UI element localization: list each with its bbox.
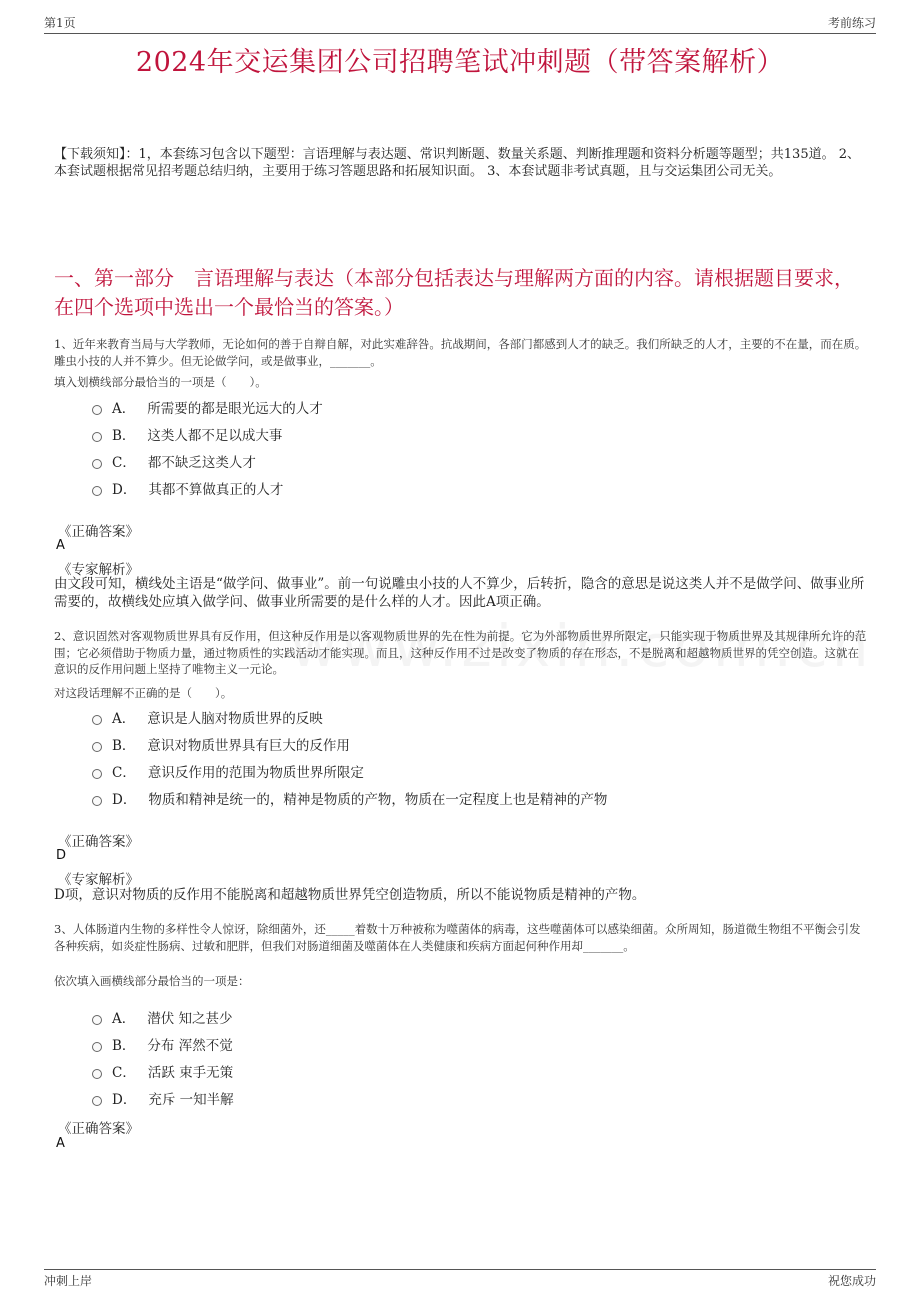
answer-label: 《正确答案》 xyxy=(58,524,139,540)
radio-icon[interactable] xyxy=(92,742,102,752)
question-3-stem: 3、人体肠道内生物的多样性令人惊讶，除细菌外，还_____着数十万种被称为噬菌体的病毒，这些噬菌体可以感染细菌。众所周知，肠道微生物组不平衡会引发各种疾病，如炎症性肠病、过敏和肥胖，但我们对肠道细菌及噬菌体在人类健康和疾病方面起何种作用却_______。 xyxy=(54,922,861,953)
question-2-option-a[interactable]: A． 意识是人脑对物质世界的反映 xyxy=(92,707,323,727)
question-2-answer: D xyxy=(56,848,67,863)
download-notice: 【下载须知】：1，本套练习包含以下题型：言语理解与表达题、常识判断题、数量关系题、判断推理题和资料分析题等题型；共135道。 2、本套试题根据常见招考题总结归纳，主要用于练习答题思路和拓展知识面。 3、本套试题非考试真题，且与交运集团公司无关。 xyxy=(54,147,860,179)
footer-left: 冲刺上岸 xyxy=(44,1274,93,1288)
explanation-label: 《专家解析》 xyxy=(58,562,139,578)
page-number: 第1页 xyxy=(44,16,76,30)
radio-icon[interactable] xyxy=(92,715,102,725)
question-2-option-c[interactable]: C． 意识反作用的范围为物质世界所限定 xyxy=(92,761,364,781)
radio-icon[interactable] xyxy=(92,769,102,779)
radio-icon[interactable] xyxy=(92,486,102,496)
question-3-option-b[interactable]: B． 分布 浑然不觉 xyxy=(92,1034,233,1054)
question-2-explanation: D项，意识对物质的反作用不能脱离和超越物质世界凭空创造物质，所以不能说物质是精神的产物。 xyxy=(54,887,646,903)
radio-icon[interactable] xyxy=(92,432,102,442)
explanation-label: 《专家解析》 xyxy=(58,872,139,888)
page-title: 2024年交运集团公司招聘笔试冲刺题（带答案解析） xyxy=(135,47,785,78)
footer-right: 祝您成功 xyxy=(827,1274,876,1288)
question-2-prompt: 对这段话理解不正确的是（ ）。 xyxy=(54,686,233,700)
radio-icon[interactable] xyxy=(92,1042,102,1052)
question-1-explanation: 由文段可知，横线处主语是“做学问、做事业”。前一句说雕虫小技的人不算少，后转折，隐含的意思是说这类人并不是做学问、做事业所需要的，故横线处应填入做学问、做事业所需要的是什么样的人才。因此A项正确。 xyxy=(54,576,865,610)
question-1-stem: 1、近年来教育当局与大学教师，无论如何的善于自辩自解，对此实难辞咎。抗战期间，各部门都感到人才的缺乏。我们所缺乏的人才，主要的不在量，而在质。雕虫小技的人并不算少。但无论做学问，或是做事业，_______。 xyxy=(54,337,867,368)
answer-label: 《正确答案》 xyxy=(58,834,139,850)
question-2-option-d[interactable]: D． 物质和精神是统一的，精神是物质的产物，物质在一定程度上也是精神的产物 xyxy=(92,788,607,808)
question-3-option-c[interactable]: C． 活跃 束手无策 xyxy=(92,1061,233,1081)
question-3-prompt: 依次填入画横线部分最恰当的一项是： xyxy=(54,974,250,988)
radio-icon[interactable] xyxy=(92,405,102,415)
question-1-prompt: 填入划横线部分最恰当的一项是（ ）。 xyxy=(54,375,267,389)
question-1-option-a[interactable]: A． 所需要的都是眼光远大的人才 xyxy=(92,397,323,417)
footer-rule xyxy=(44,1269,876,1270)
question-2-stem: 2、意识固然对客观物质世界具有反作用，但这种反作用是以客观物质世界的先在性为前提。它为外部物质世界所限定，只能实现于物质世界及其规律所允许的范围；它必须借助于物质力量，通过物质性的实践活动才能实现。而且，这种反作用不过是改变了物质的存在形态，不是脱离和超越物质世界的凭空创造。这就在意识的反作用问题上坚持了唯物主义一元论。 xyxy=(54,629,867,676)
question-1-answer: A xyxy=(56,538,65,553)
radio-icon[interactable] xyxy=(92,1069,102,1079)
question-3-option-d[interactable]: D． 充斥 一知半解 xyxy=(92,1088,234,1108)
answer-label: 《正确答案》 xyxy=(58,1121,139,1137)
question-1-option-d[interactable]: D． 其都不算做真正的人才 xyxy=(92,478,283,498)
radio-icon[interactable] xyxy=(92,796,102,806)
question-3-option-a[interactable]: A． 潜伏 知之甚少 xyxy=(92,1007,233,1027)
section-heading: 一、第一部分 言语理解与表达（本部分包括表达与理解两方面的内容。请根据题目要求，在四个选项中选出一个最恰当的答案。） xyxy=(54,266,854,319)
header-label: 考前练习 xyxy=(827,16,876,30)
radio-icon[interactable] xyxy=(92,1015,102,1025)
radio-icon[interactable] xyxy=(92,459,102,469)
header-rule xyxy=(44,33,876,34)
question-2-option-b[interactable]: B． 意识对物质世界具有巨大的反作用 xyxy=(92,734,350,754)
question-3-answer: A xyxy=(56,1136,65,1151)
question-1-option-b[interactable]: B． 这类人都不足以成大事 xyxy=(92,424,282,444)
question-1-option-c[interactable]: C． 都不缺乏这类人才 xyxy=(92,451,256,471)
radio-icon[interactable] xyxy=(92,1096,102,1106)
